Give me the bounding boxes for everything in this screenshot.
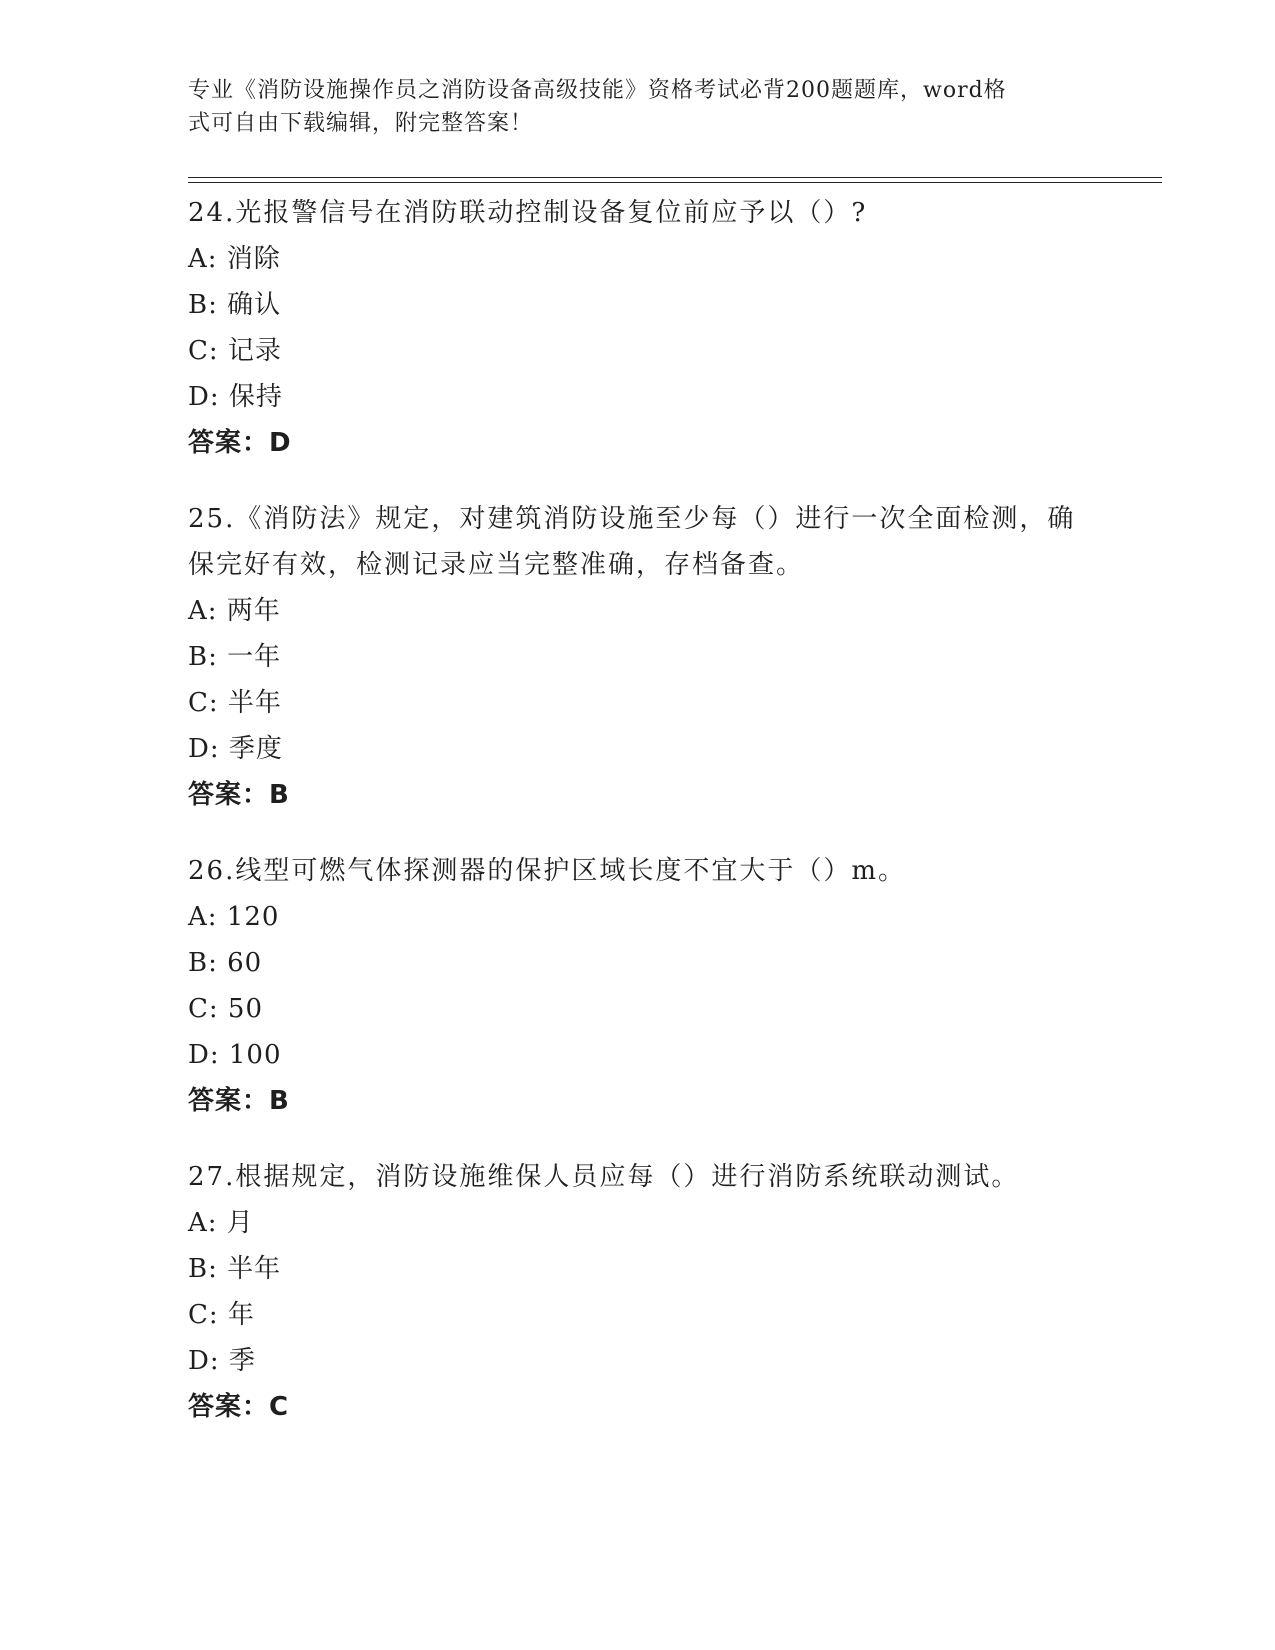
option-b: B: 半年 bbox=[188, 1254, 282, 1284]
answer-label: 答案：B bbox=[188, 1086, 290, 1116]
option-b: B: 确认 bbox=[188, 290, 282, 320]
document-header bbox=[188, 74, 1068, 140]
question-26 bbox=[188, 848, 1088, 1124]
option-d: D: 季 bbox=[188, 1346, 256, 1376]
option-d: D: 保持 bbox=[188, 382, 283, 412]
option-a: A: 消除 bbox=[188, 244, 281, 274]
question-24 bbox=[188, 190, 1088, 466]
option-c: C: 半年 bbox=[188, 688, 282, 718]
question-27 bbox=[188, 1154, 1088, 1430]
question-list bbox=[188, 190, 1088, 1460]
option-c: C: 记录 bbox=[188, 336, 282, 366]
option-c: C: 年 bbox=[188, 1300, 255, 1330]
answer-label: 答案：D bbox=[188, 428, 292, 458]
question-25 bbox=[188, 496, 1088, 818]
question-text: 25.《消防法》规定，对建筑消防设施至少每（）进行一次全面检测，确保完好有效，检测记录应当完整准确，存档备查。 bbox=[188, 504, 1076, 580]
answer-label: 答案：C bbox=[188, 1392, 290, 1422]
question-text: 26.线型可燃气体探测器的保护区域长度不宜大于（）m。 bbox=[188, 856, 907, 886]
header-line-2: 式可自由下载编辑，附完整答案！ bbox=[188, 111, 534, 136]
option-a: A: 两年 bbox=[188, 596, 281, 626]
header-line-1: 专业《消防设施操作员之消防设备高级技能》资格考试必背200题题库，word格 bbox=[188, 78, 1007, 103]
question-text: 24.光报警信号在消防联动控制设备复位前应予以（）? bbox=[188, 198, 868, 228]
option-c: C: 50 bbox=[188, 994, 264, 1024]
option-a: A: 120 bbox=[188, 902, 280, 932]
header-divider-top bbox=[188, 177, 1162, 178]
header-divider-bottom bbox=[188, 182, 1162, 183]
option-b: B: 一年 bbox=[188, 642, 282, 672]
option-b: B: 60 bbox=[188, 948, 263, 978]
answer-label: 答案：B bbox=[188, 780, 290, 810]
option-d: D: 季度 bbox=[188, 734, 283, 764]
option-d: D: 100 bbox=[188, 1040, 282, 1070]
question-text: 27.根据规定，消防设施维保人员应每（）进行消防系统联动测试。 bbox=[188, 1162, 1020, 1192]
option-a: A: 月 bbox=[188, 1208, 254, 1238]
